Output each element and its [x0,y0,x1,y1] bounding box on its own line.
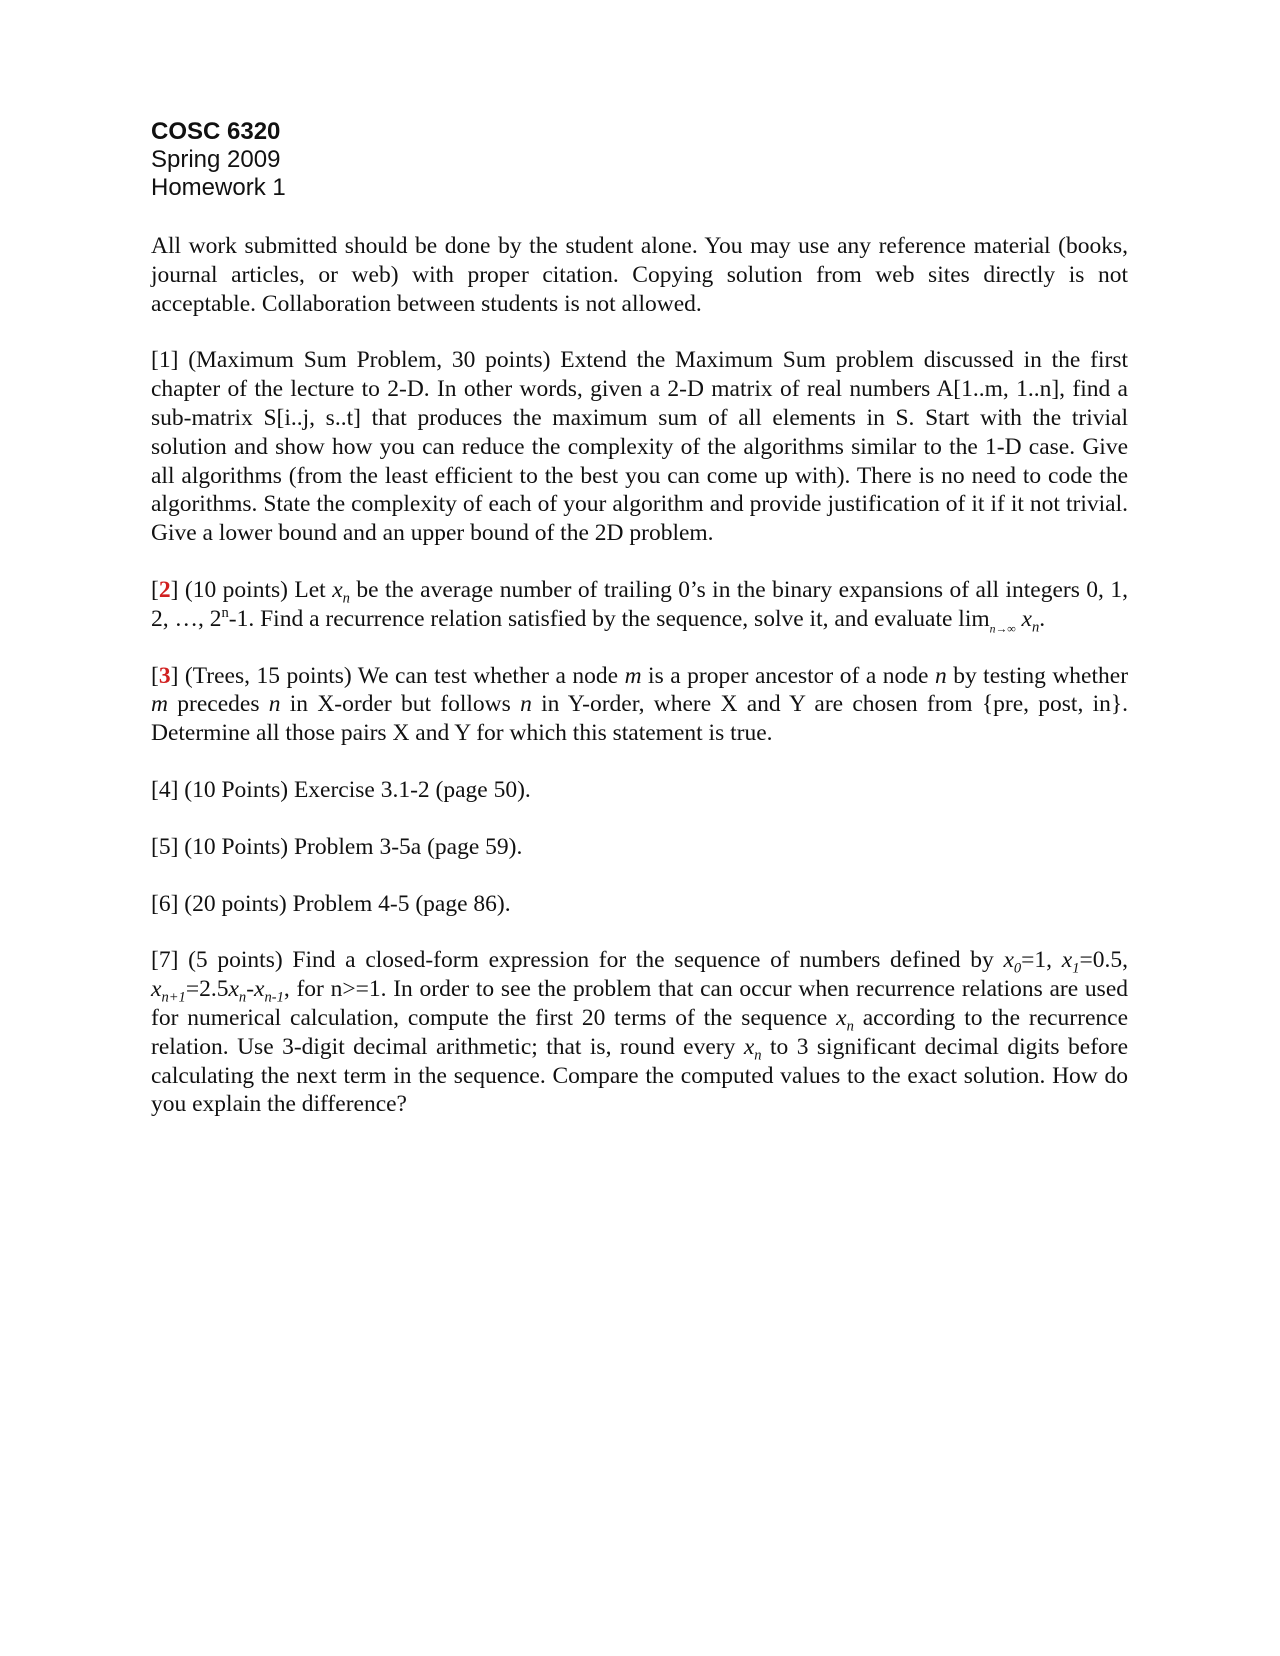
problem-3 [151,662,1128,748]
variable-m: m [624,662,642,689]
variable-n: n [934,662,947,689]
term: Spring 2009 [151,146,281,173]
period: . [1039,605,1046,632]
variable-x: x [743,1033,755,1060]
subscript-n: n [342,590,350,607]
equation-part: - [246,976,255,1003]
problem-number: 2 [158,576,171,603]
variable-x: x [332,576,343,603]
problem-5: [5] (10 Points) Problem 3-5a (page 59). [151,833,523,860]
subscript-n: n [1031,619,1040,636]
variable-m: m [151,691,168,718]
problem-text: is a proper ancestor of a node [648,662,929,689]
variable-n: n [268,691,281,718]
problem-2 [151,576,1128,634]
problem-text: in Y-order, where X and Y are chosen from {pre, post, in}. Determine all those pairs X and Y for which this statement is true. [151,691,1129,747]
document-page [151,118,1128,1119]
problem-7 [151,946,1128,1119]
variable-n: n [520,691,532,718]
subscript: 1 [1072,961,1080,978]
problem-text: be the average number of trailing 0’s in the binary expansions of all integers 0, 1, 2, …, 2 [151,576,1129,632]
assignment-title: Homework 1 [151,174,286,201]
limit-subscript: n→∞ [989,622,1016,636]
equation-part: =2.5 [185,976,229,1003]
problem-text: to 3 significant decimal digits before calculating the next term in the sequence. Compare the computed values to the exact solution. How do you explain the difference? [151,1033,1129,1118]
problem-text: (10 points) Let [184,576,326,603]
problem-text: (Trees, 15 points) We can test whether a node [184,662,619,689]
equation-part: =1, [1021,947,1053,974]
problem-1 [151,346,1128,548]
variable-x: x [228,976,239,1003]
subscript: n+1 [161,989,186,1006]
problem-text: , for n>=1. In order to see the problem that can occur when recurrence relations are used for numerical calculation, compute the first 20 terms of the sequence [151,976,1128,1031]
problem-text: precedes [177,691,260,718]
problem-text: in X-order but follows [289,691,511,718]
bracket: ] [170,662,179,689]
course-code: COSC 6320 [151,118,281,145]
bracket: [ [151,662,159,689]
subscript: 0 [1013,961,1022,978]
variable-x: x [836,1004,847,1031]
equation-part: =0.5, [1079,947,1129,974]
problem-number: 3 [158,662,171,689]
problem-4: [4] (10 Points) Exercise 3.1-2 (page 50). [151,776,531,803]
variable-x: x [1061,947,1073,974]
variable-x: x [254,976,265,1003]
problem-6: [6] (20 points) Problem 4-5 (page 86). [151,890,511,917]
subscript: n [754,1047,762,1064]
subscript: n-1 [264,989,284,1006]
variable-x: x [1003,947,1014,974]
variable-x: x [151,976,162,1003]
subscript: n [846,1018,854,1035]
problem-text: -1. Find a recurrence relation satisfied by the sequence, solve it, and evaluate lim [228,605,990,632]
bracket: [ [151,576,159,603]
superscript-n: n [221,604,229,621]
subscript: n [238,989,247,1006]
bracket: ] [170,576,179,603]
problem-text: (Maximum Sum Problem, 30 points) Extend the Maximum Sum problem discussed in the first chapter of the lecture to 2-D. In other words, given a 2-D matrix of real numbers A[1..m, 1..n], find a sub-matrix S[i..j, s..t] that produces the maximum sum of all elements in S. Start with the trivial solution and show how you can reduce the complexity of the algorithms similar to the 1-D case. Give all algorithms (from the least efficient to the best you can come up with). There is no need to code the algorithms. State the complexity of each of your algorithm and provide justification of it if it not trivial. Give a lower bound and an upper bound of the 2D problem. [151,347,1128,547]
problem-text: [7] (5 points) Find a closed-form expression for the sequence of numbers defined by [151,947,994,974]
problem-text: according to the recurrence relation. Use 3-digit decimal arithmetic; that is, round every [151,1004,1129,1060]
problem-text: by testing whether [953,662,1129,689]
variable-x: x [1021,605,1032,632]
intro-paragraph: All work submitted should be done by the student alone. You may use any reference material (books, journal articles, or web) with proper citation. Copying solution from web sites directly is not acceptable. Collaboration between students is not allowed. [151,233,1128,317]
document-header [151,118,1128,202]
problem-number: [1] [151,347,179,374]
